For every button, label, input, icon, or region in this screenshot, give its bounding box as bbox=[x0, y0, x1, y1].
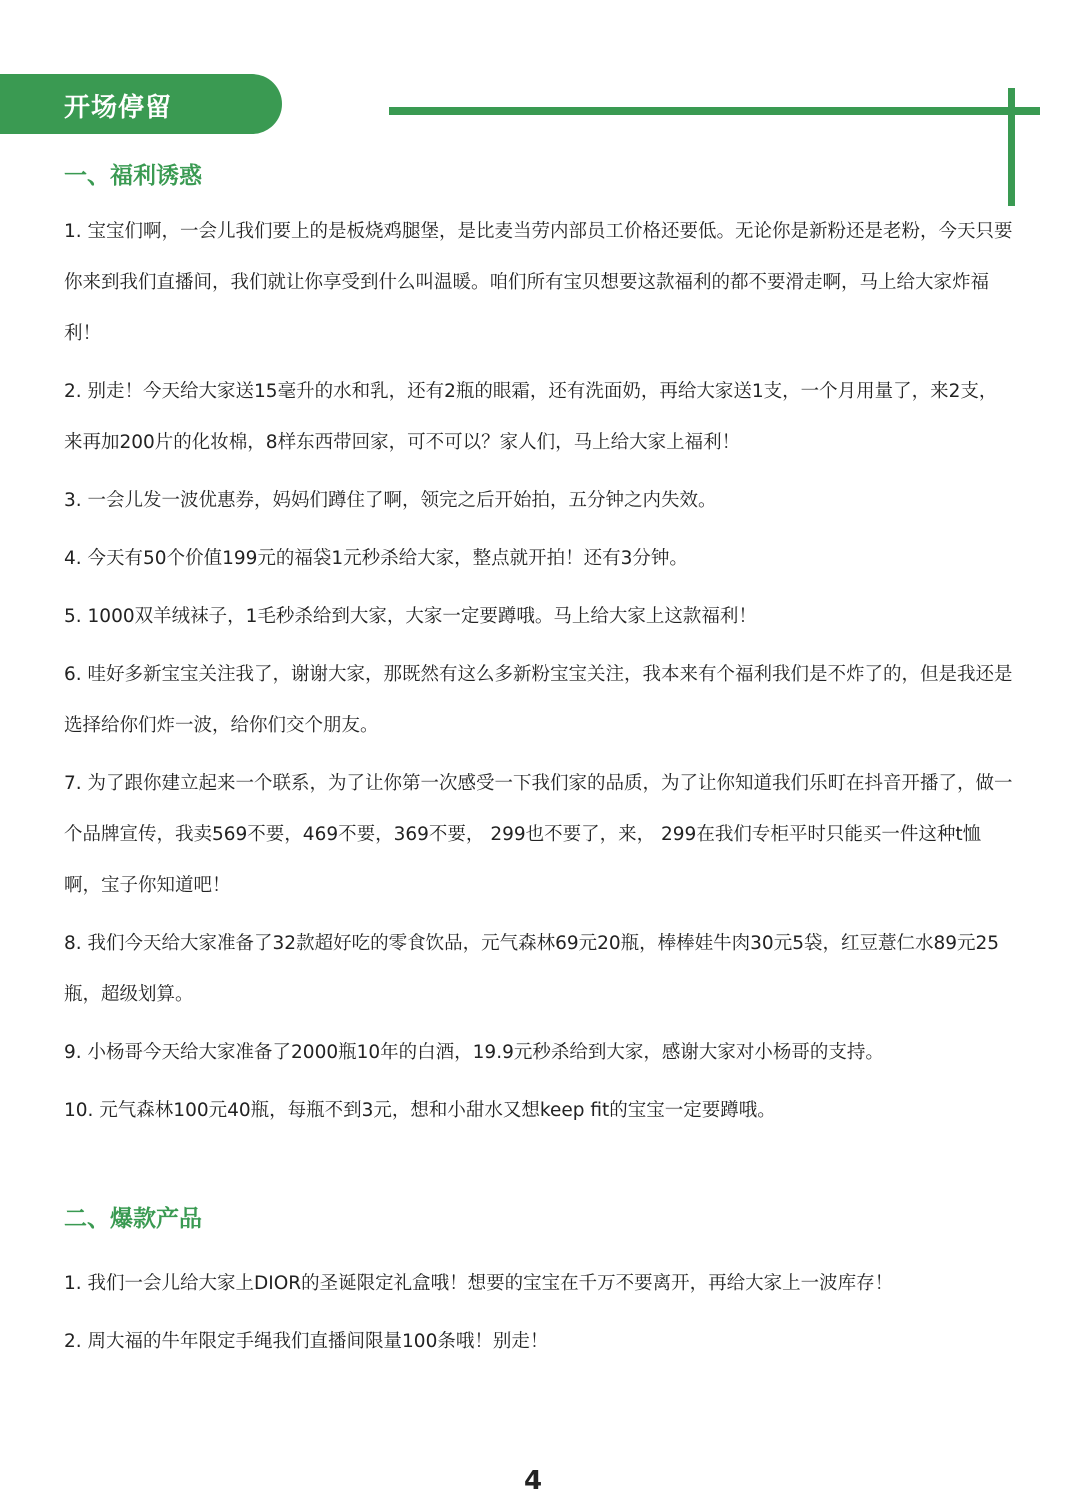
benefit-item-2: 2. 别走！今天给大家送15毫升的水和乳，还有2瓶的眼霜，还有洗面奶，再给大家送1支，一个月用量了，来2支，来再加200片的化妆棉，8样东西带回家，可不可以？家人们，马上给大家上福利！ bbox=[64, 381, 998, 453]
page-number: 4 bbox=[524, 1466, 543, 1496]
benefit-item-7: 7. 为了跟你建立起来一个联系，为了让你第一次感受一下我们家的品质，为了让你知道我们乐町在抖音开播了，做一个品牌宣传，我卖569不要，469不要，369不要， 299也不要了，来， 299在我们专柜平时只能买一件这种t恤啊，宝子你知道吧！ bbox=[64, 773, 1013, 896]
product-item-1: 1. 我们一会儿给大家上DIOR的圣诞限定礼盒哦！想要的宝宝在千万不要离开，再给大家上一波库存！ bbox=[64, 1273, 894, 1294]
header-horizontal-rule bbox=[389, 107, 1040, 115]
section-heading-benefits: 一、福利诱惑 bbox=[64, 163, 202, 189]
title-banner bbox=[0, 74, 282, 134]
benefit-item-1: 1. 宝宝们啊，一会儿我们要上的是板烧鸡腿堡，是比麦当劳内部员工价格还要低。无论你是新粉还是老粉，今天只要你来到我们直播间，我们就让你享受到什么叫温暖。咱们所有宝贝想要这款福利的都不要滑走啊，马上给大家炸福利！ bbox=[64, 221, 1013, 344]
benefit-item-4: 4. 今天有50个价值199元的福袋1元秒杀给大家，整点就开拍！还有3分钟。 bbox=[64, 548, 688, 569]
benefit-item-5: 5. 1000双羊绒袜子，1毛秒杀给到大家，大家一定要蹲哦。马上给大家上这款福利！ bbox=[64, 606, 757, 627]
benefit-item-3: 3. 一会儿发一波优惠券，妈妈们蹲住了啊，领完之后开始拍，五分钟之内失效。 bbox=[64, 490, 717, 511]
benefit-item-10: 10. 元气森林100元40瓶，每瓶不到3元，想和小甜水又想keep fit的宝宝一定要蹲哦。 bbox=[64, 1100, 776, 1121]
product-item-2: 2. 周大福的牛年限定手绳我们直播间限量100条哦！别走！ bbox=[64, 1331, 549, 1352]
page-title: 开场停留 bbox=[64, 93, 173, 123]
benefit-item-9: 9. 小杨哥今天给大家准备了2000瓶10年的白酒，19.9元秒杀给到大家，感谢大家对小杨哥的支持。 bbox=[64, 1042, 884, 1063]
benefit-item-6: 6. 哇好多新宝宝关注我了，谢谢大家，那既然有这么多新粉宝宝关注，我本来有个福利我们是不炸了的，但是我还是选择给你们炸一波，给你们交个朋友。 bbox=[64, 664, 1013, 736]
benefit-item-8: 8. 我们今天给大家准备了32款超好吃的零食饮品，元气森林69元20瓶，棒棒娃牛肉30元5袋，红豆薏仁水89元25瓶，超级划算。 bbox=[64, 933, 1000, 1005]
section-heading-hot-products: 二、爆款产品 bbox=[64, 1206, 202, 1232]
header-vertical-rule bbox=[1008, 88, 1015, 206]
